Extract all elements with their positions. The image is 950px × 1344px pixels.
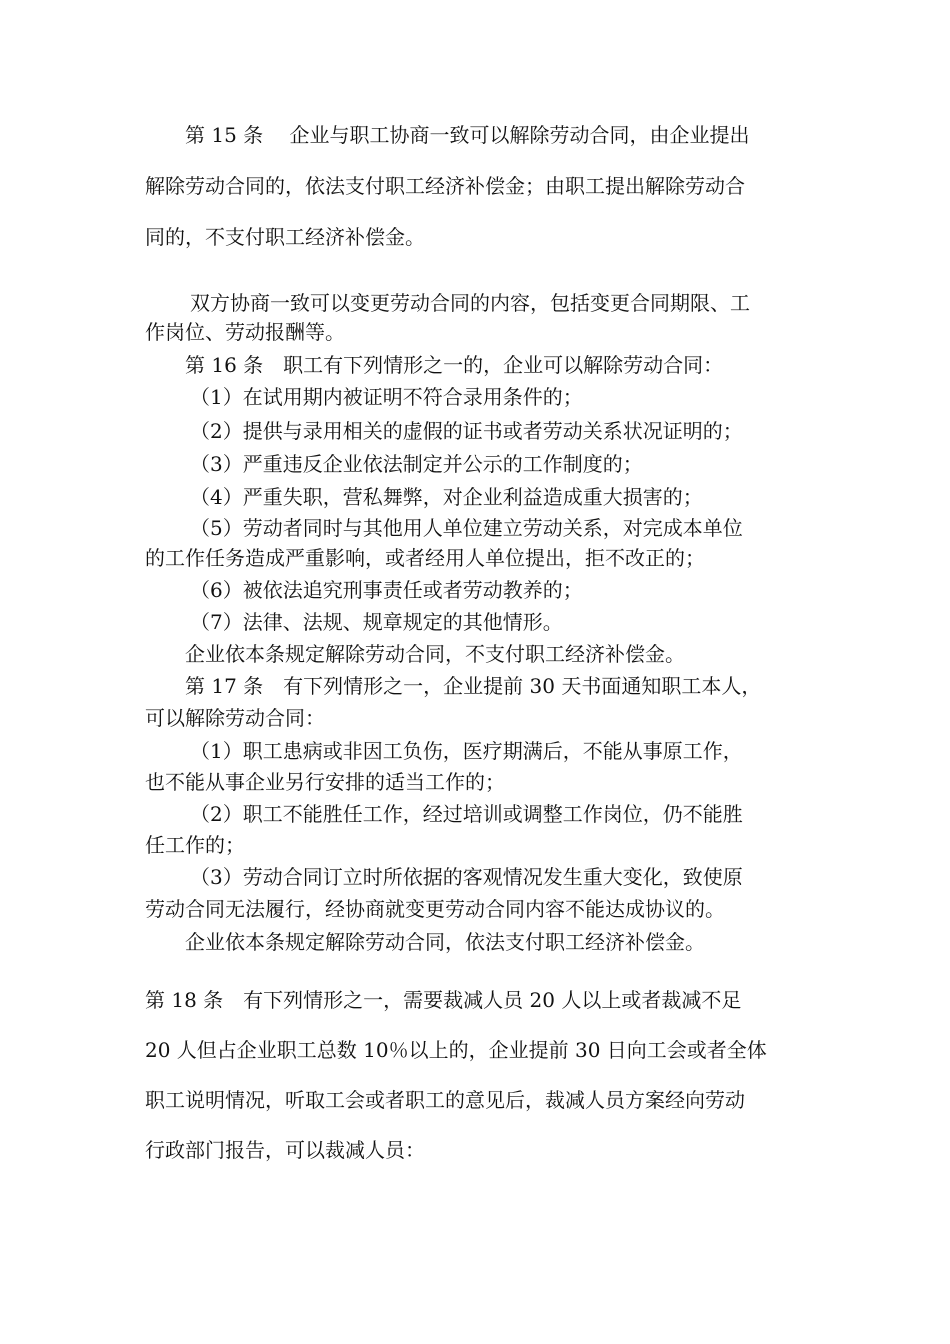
article-16-item: （2）提供与录用相关的虚假的证书或者劳动关系状况证明的； (190, 419, 743, 443)
article-17-item: （2）职工不能胜任工作，经过培训或调整工作岗位，仍不能胜 (190, 802, 743, 826)
article-17-line-2: 可以解除劳动合同： (145, 706, 325, 730)
article-15-line-1: 第 15 条 企业与职工协商一致可以解除劳动合同，由企业提出 (185, 123, 750, 147)
change-paragraph-line-2: 作岗位、劳动报酬等。 (145, 320, 345, 344)
article-16-heading: 第 16 条 职工有下列情形之一的，企业可以解除劳动合同： (185, 353, 724, 377)
article-17-item-continuation: 也不能从事企业另行安排的适当工作的； (145, 770, 505, 794)
article-16-item: （7）法律、法规、规章规定的其他情形。 (190, 610, 563, 634)
article-17-item: （3）劳动合同订立时所依据的客观情况发生重大变化，致使原 (190, 865, 743, 889)
article-17-closing: 企业依本条规定解除劳动合同，依法支付职工经济补偿金。 (185, 930, 705, 954)
article-16-item: （6）被依法追究刑事责任或者劳动教养的； (190, 578, 583, 602)
article-15-line-3: 同的，不支付职工经济补偿金。 (145, 225, 425, 249)
article-17-item-continuation: 劳动合同无法履行，经协商就变更劳动合同内容不能达成协议的。 (145, 897, 725, 921)
article-17-item-continuation: 任工作的； (145, 833, 245, 857)
article-16-item: （4）严重失职，营私舞弊，对企业利益造成重大损害的； (190, 485, 703, 509)
article-15-line-2: 解除劳动合同的，依法支付职工经济补偿金；由职工提出解除劳动合 (145, 174, 745, 198)
article-18-line-3: 职工说明情况，听取工会或者职工的意见后，裁减人员方案经向劳动 (145, 1088, 745, 1112)
article-18-line-2: 20 人但占企业职工总数 10％以上的，企业提前 30 日向工会或者全体 (145, 1038, 767, 1062)
article-16-closing: 企业依本条规定解除劳动合同，不支付职工经济补偿金。 (185, 642, 685, 666)
article-16-item-continuation: 的工作任务造成严重影响，或者经用人单位提出，拒不改正的； (145, 546, 705, 570)
article-18-line-1: 第 18 条 有下列情形之一，需要裁减人员 20 人以上或者裁减不足 (145, 988, 742, 1012)
article-16-item: （3）严重违反企业依法制定并公示的工作制度的； (190, 452, 643, 476)
article-17-item: （1）职工患病或非因工负伤，医疗期满后，不能从事原工作， (190, 739, 743, 763)
article-17-line-1: 第 17 条 有下列情形之一，企业提前 30 天书面通知职工本人， (185, 674, 762, 698)
article-16-item: （1）在试用期内被证明不符合录用条件的； (190, 385, 583, 409)
article-16-item: （5）劳动者同时与其他用人单位建立劳动关系，对完成本单位 (190, 516, 743, 540)
article-18-line-4: 行政部门报告，可以裁减人员： (145, 1138, 425, 1162)
change-paragraph-line-1: 双方协商一致可以变更劳动合同的内容，包括变更合同期限、工 (190, 291, 750, 315)
